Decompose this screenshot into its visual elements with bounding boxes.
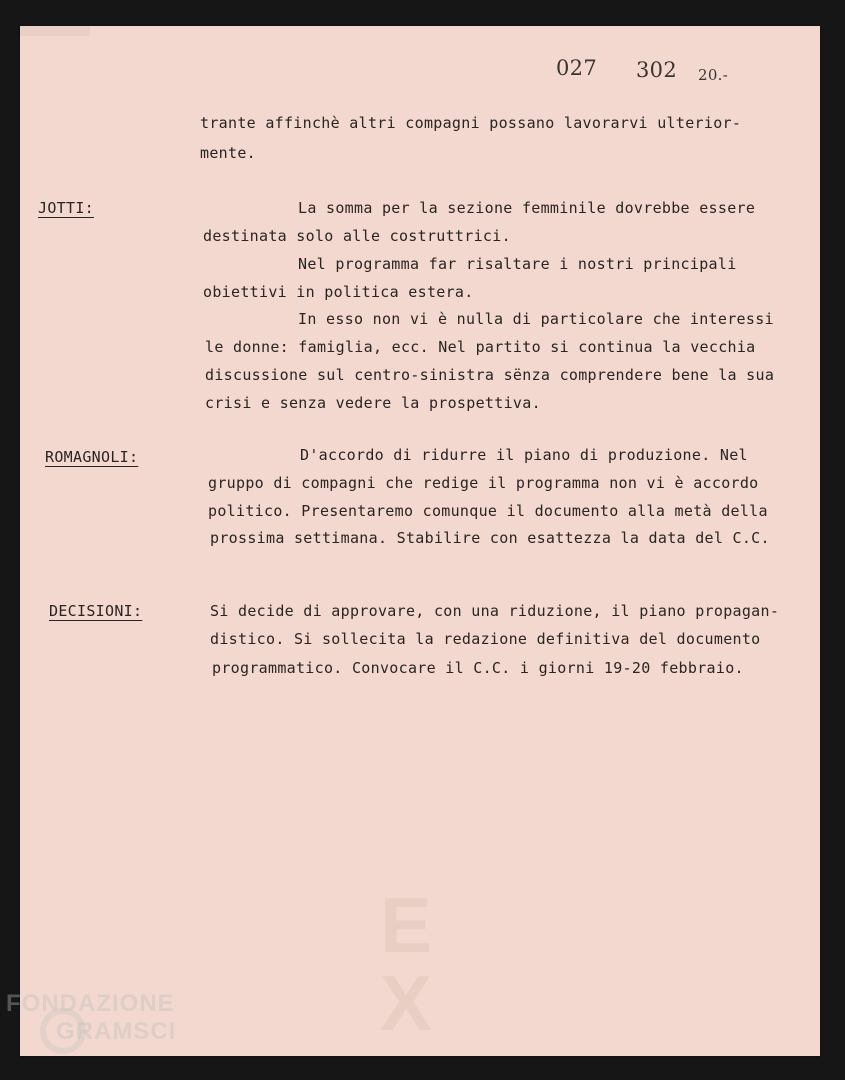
- fondazione-gramsci-logo: [6, 990, 176, 1046]
- text-line: trante affinchè altri compagni possano lavorarvi ulterior-: [200, 114, 742, 132]
- stamp-number-c: 20.-: [698, 66, 729, 84]
- text-line: gruppo di compagni che redige il programma non vi è accordo: [208, 474, 759, 492]
- logo-ring-icon: [40, 1008, 86, 1054]
- text-line: obiettivi in politica estera.: [203, 283, 474, 301]
- document-page: [20, 26, 820, 1056]
- text-line: le donne: famiglia, ecc. Nel partito si continua la vecchia: [205, 338, 756, 356]
- watermark: EX: [380, 881, 433, 1047]
- text-line: prossima settimana. Stabilire con esattezza la data del C.C.: [210, 529, 770, 547]
- text-line: discussione sul centro-sinistra sënza comprendere bene la sua: [205, 366, 775, 384]
- text-line: crisi e senza vedere la prospettiva.: [205, 394, 541, 412]
- text-line: politico. Presentaremo comunque il documento alla metà della: [208, 502, 768, 520]
- text-line: distico. Si sollecita la redazione definitiva del documento: [210, 630, 761, 648]
- logo-line-1: FONDAZIONE: [6, 990, 175, 1017]
- text-line: programmatico. Convocare il C.C. i giorni 19-20 febbraio.: [212, 659, 744, 677]
- decisions-heading: DECISIONI:: [49, 602, 143, 620]
- paper-tab: [20, 26, 90, 36]
- logo-line-2: GRAMSCI: [56, 1018, 177, 1045]
- speaker-romagnoli: ROMAGNOLI:: [45, 448, 139, 466]
- text-line: Nel programma far risaltare i nostri principali: [298, 255, 737, 273]
- stamp-number-a: 027: [556, 56, 597, 80]
- text-line: destinata solo alle costruttrici.: [203, 227, 511, 245]
- text-line: La somma per la sezione femminile dovrebbe essere: [298, 199, 756, 217]
- speaker-jotti: JOTTI:: [38, 199, 94, 217]
- text-line: mente.: [200, 144, 256, 162]
- text-line: Si decide di approvare, con una riduzione, il piano propagan-: [210, 602, 780, 620]
- text-line: In esso non vi è nulla di particolare che interessi: [298, 310, 774, 328]
- text-line: D'accordo di ridurre il piano di produzione. Nel: [300, 446, 748, 464]
- stamp-number-b: 302: [636, 58, 677, 82]
